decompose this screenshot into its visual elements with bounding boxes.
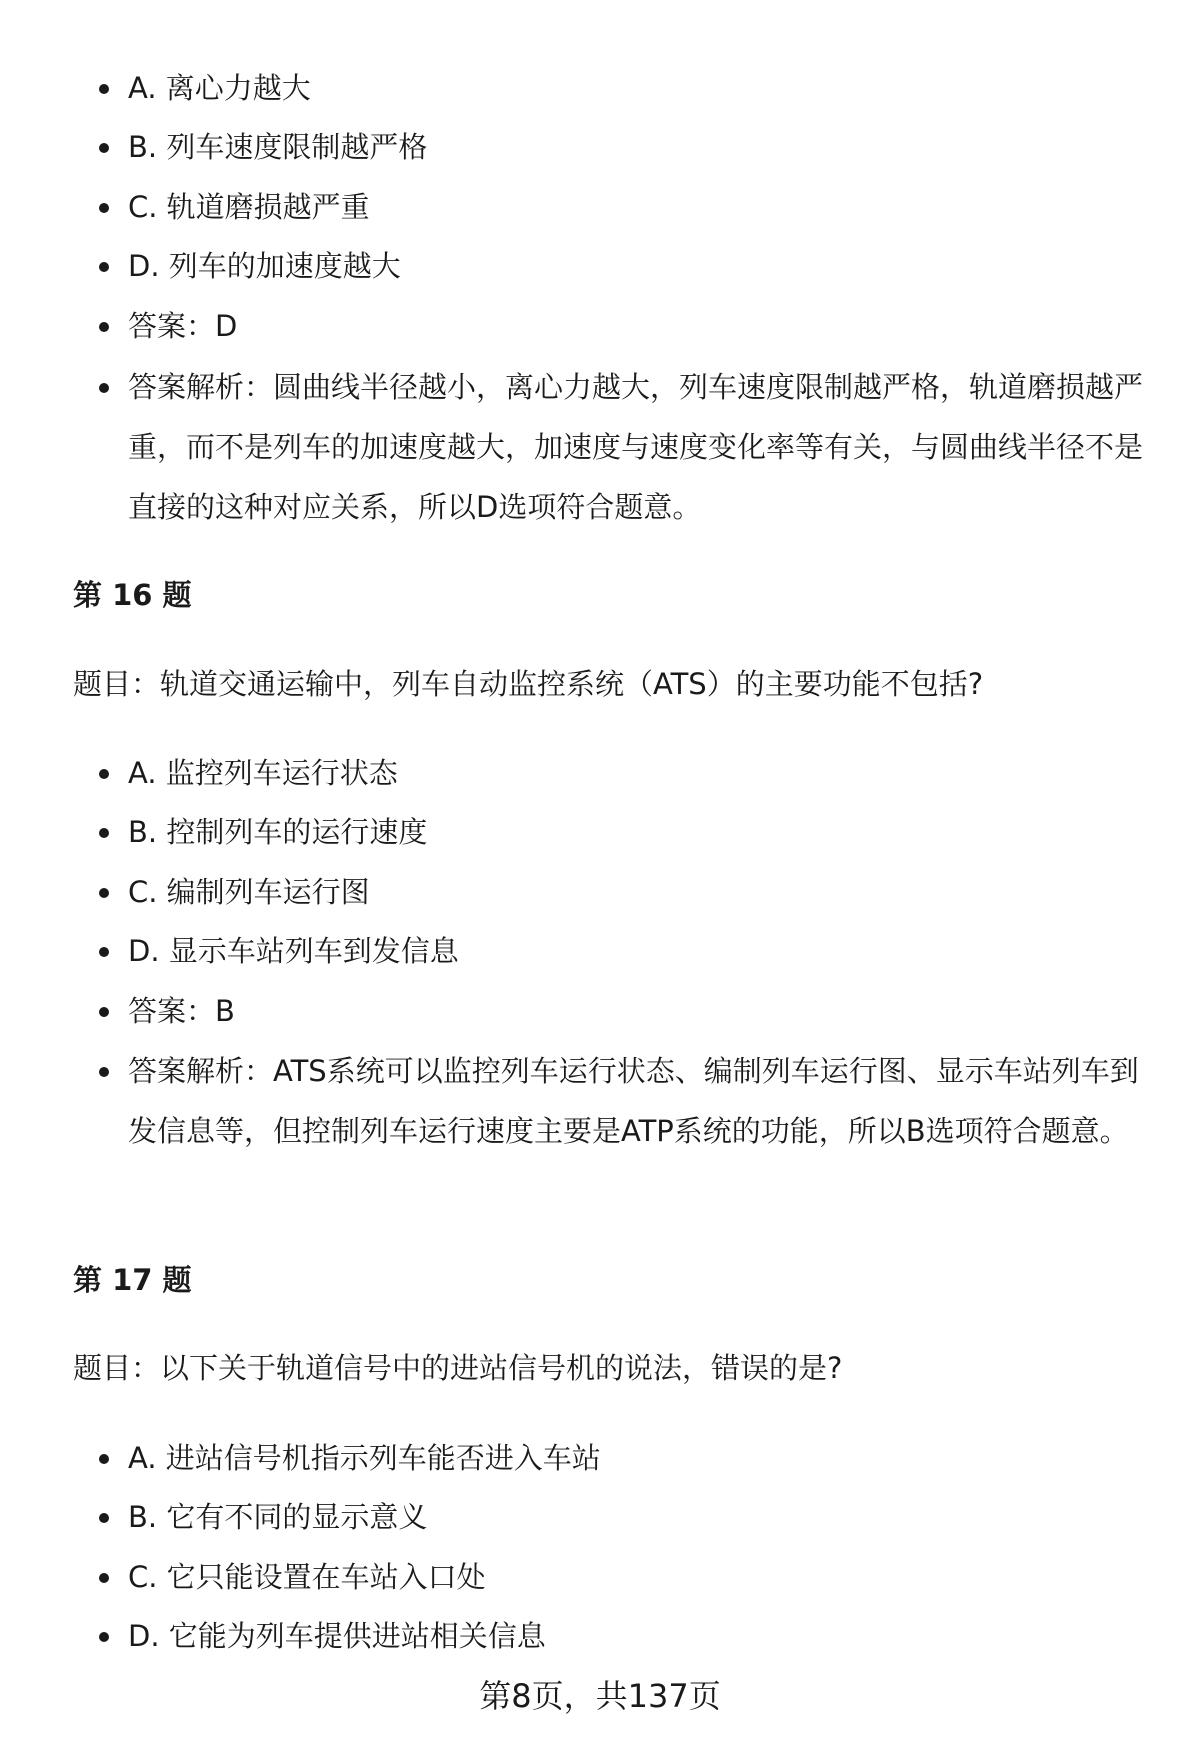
q16-stem: 题目：轨道交通运输中，列车自动监控系统（ATS）的主要功能不包括? [73, 667, 984, 701]
q16-option-d: D. 显示车站列车到发信息 [128, 921, 1143, 981]
q16-answer: 答案：B [128, 981, 1143, 1041]
q15-option-a: A. 离心力越大 [128, 58, 1143, 118]
q16-title: 第 16 题 [73, 578, 192, 612]
q16-option-a: A. 监控列车运行状态 [128, 743, 1143, 803]
q15-explanation: 答案解析：圆曲线半径越小，离心力越大，列车速度限制越严格，轨道磨损越严重，而不是列车的加速度越大，加速度与速度变化率等有关，与圆曲线半径不是直接的这种对应关系，所以D选项符合题意。 [128, 357, 1143, 537]
q15-option-c: C. 轨道磨损越严重 [128, 177, 1143, 237]
q17-title: 第 17 题 [73, 1263, 192, 1297]
q15-answer: 答案：D [128, 296, 1143, 356]
q17-option-c: C. 它只能设置在车站入口处 [128, 1547, 1143, 1607]
page-number-footer: 第8页，共137页 [479, 1677, 721, 1715]
q17-option-d: D. 它能为列车提供进站相关信息 [128, 1606, 1143, 1666]
q16-option-c: C. 编制列车运行图 [128, 862, 1143, 922]
q17-stem: 题目：以下关于轨道信号中的进站信号机的说法，错误的是? [73, 1351, 843, 1385]
q15-option-b: B. 列车速度限制越严格 [128, 117, 1143, 177]
q17-option-b: B. 它有不同的显示意义 [128, 1487, 1143, 1547]
q15-option-d: D. 列车的加速度越大 [128, 236, 1143, 296]
q16-option-b: B. 控制列车的运行速度 [128, 802, 1143, 862]
q16-explanation: 答案解析：ATS系统可以监控列车运行状态、编制列车运行图、显示车站列车到发信息等，但控制列车运行速度主要是ATP系统的功能，所以B选项符合题意。 [128, 1041, 1143, 1161]
q17-option-a: A. 进站信号机指示列车能否进入车站 [128, 1428, 1143, 1488]
